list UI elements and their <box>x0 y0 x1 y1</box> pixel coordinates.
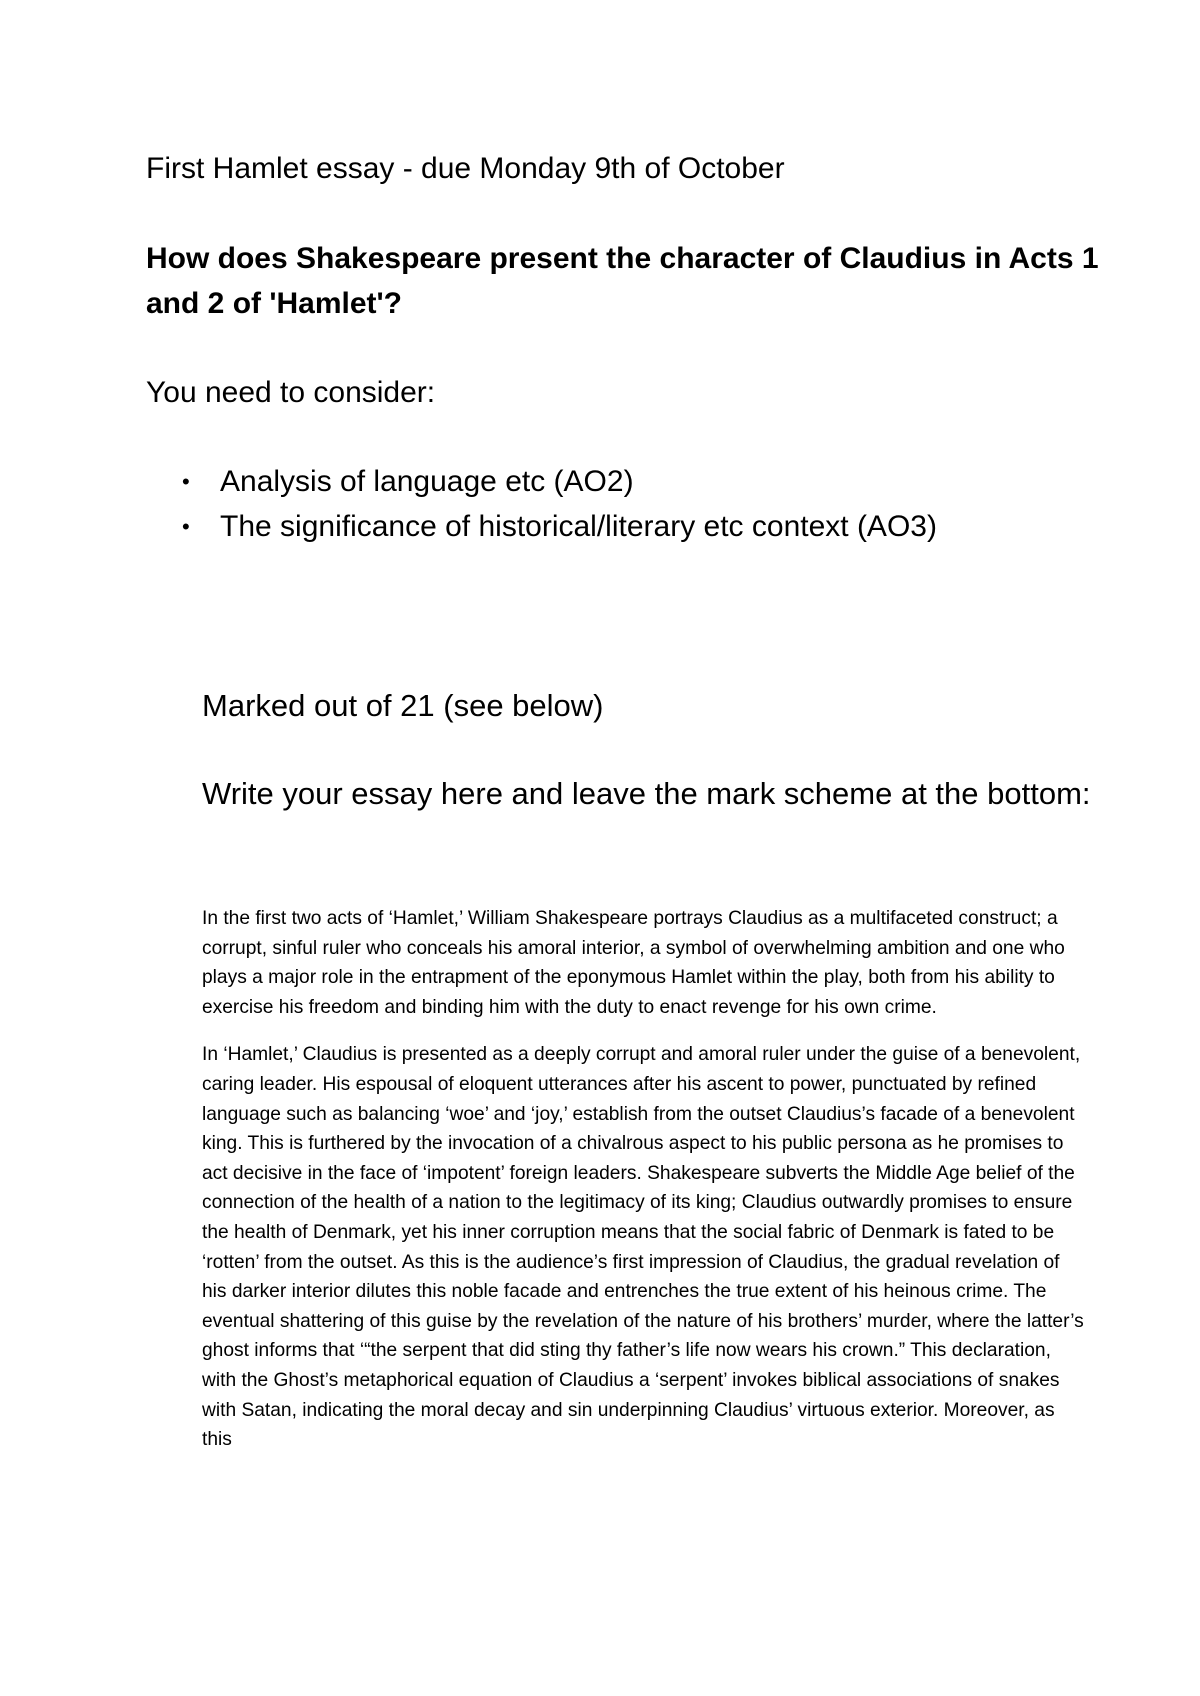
marks-info: Marked out of 21 (see below) <box>202 688 604 723</box>
bullet-icon: • <box>182 469 190 494</box>
criteria-list <box>146 459 937 549</box>
criteria-item <box>146 459 937 504</box>
criteria-text: The significance of historical/literary etc context (AO3) <box>220 510 937 543</box>
essay-body <box>202 904 1087 1473</box>
criteria-item <box>146 504 937 549</box>
essay-paragraph: In the first two acts of ‘Hamlet,’ William Shakespeare portrays Claudius as a multifaceted construct; a corrupt, sinful ruler who conceals his amoral interior, a symbol of overwhelming ambition and one who plays a major role in the entrapment of the eponymous Hamlet within the play, both from his ability to exercise his freedom and binding him with the duty to enact revenge for his own crime. <box>202 908 1065 1018</box>
essay-question: How does Shakespeare present the character of Claudius in Acts 1 and 2 of 'Hamlet'? <box>146 242 1099 320</box>
assignment-heading: First Hamlet essay - due Monday 9th of October <box>146 152 785 185</box>
write-instruction: Write your essay here and leave the mark scheme at the bottom: <box>202 776 1091 811</box>
consider-label: You need to consider: <box>146 376 436 409</box>
criteria-text: Analysis of language etc (AO2) <box>220 465 634 498</box>
essay-paragraph: In ‘Hamlet,’ Claudius is presented as a deeply corrupt and amoral ruler under the guise of a benevolent, caring leader. His espousal of eloquent utterances after his ascent to power, punctuated by refined language such as balancing ‘woe’ and ‘joy,’ establish from the outset Claudius’s facade of a benevolent king. This is furthered by the invocation of a chivalrous aspect to his public persona as he promises to act decisive in the face of ‘impotent’ foreign leaders. Shakespeare subverts the Middle Age belief of the connection of the health of a nation to the legitimacy of its king; Claudius outwardly promises to ensure the health of Denmark, yet his inner corruption means that the social fabric of Denmark is fated to be ‘rotten’ from the outset. As this is the audience’s first impression of Claudius, the gradual revelation of his darker interior dilutes this noble facade and entrenches the true extent of his heinous crime. The eventual shattering of this guise by the revelation of the nature of his brothers’ murder, where the latter’s ghost informs that ‘“the serpent that did sting thy father’s life now wears his crown.” This declaration, with the Ghost’s metaphorical equation of Claudius a ‘serpent’ invokes biblical associations of snakes with Satan, indicating the moral decay and sin underpinning Claudius’ virtuous exterior. Moreover, as this <box>202 1044 1084 1451</box>
bullet-icon: • <box>182 514 190 539</box>
